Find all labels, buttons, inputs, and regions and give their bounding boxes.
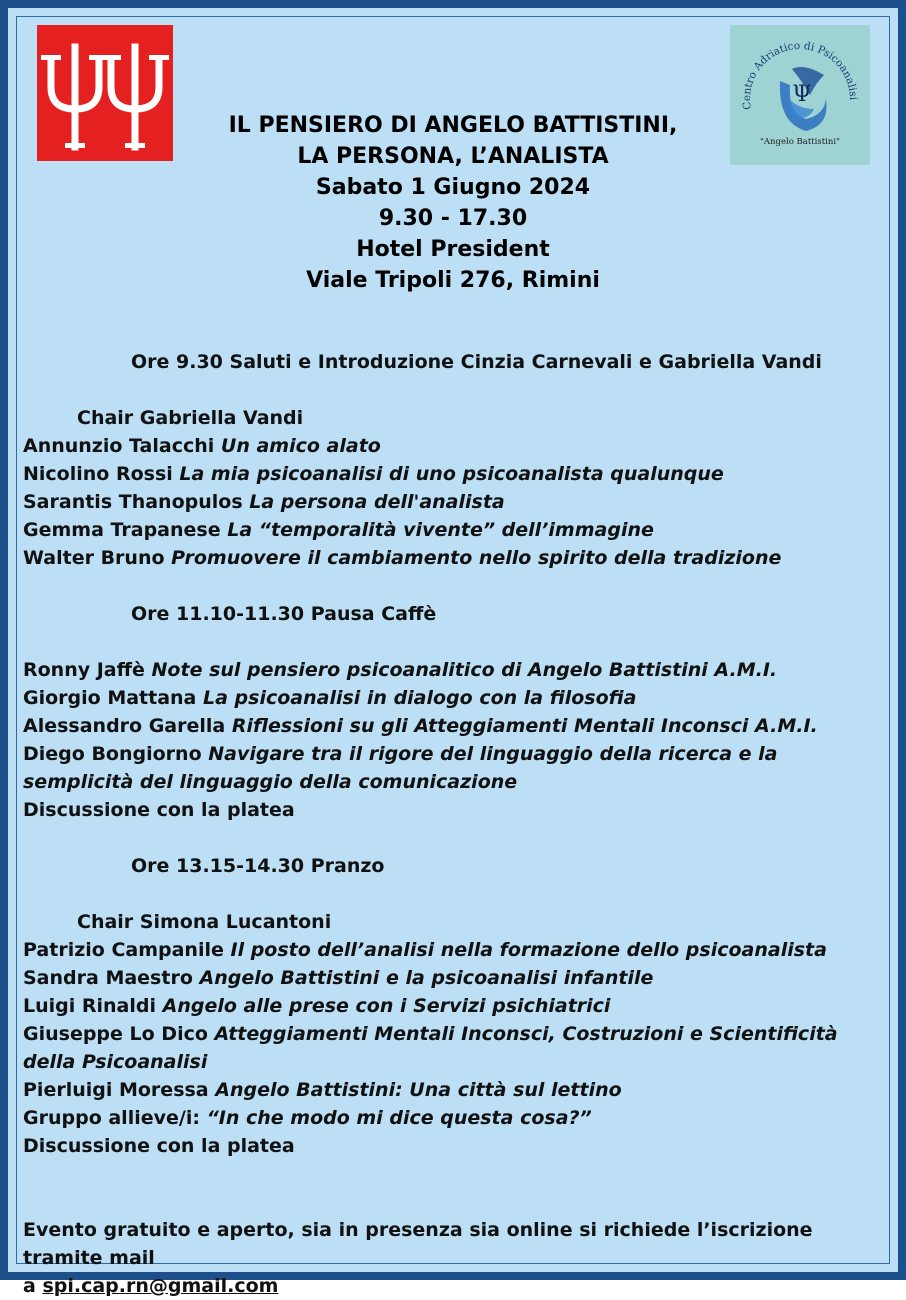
double-psi-icon xyxy=(37,25,173,161)
spi-logo xyxy=(37,25,173,161)
talk: Walter Bruno Promuovere il cambiamento nello spirito della tradizione xyxy=(23,547,782,569)
event-address: Viale Tripoli 276, Rimini xyxy=(306,268,600,293)
psi-symbol: Ψ xyxy=(792,82,812,107)
talk: Annunzio Talacchi Un amico alato xyxy=(23,435,381,457)
coffee-break: Ore 11.10-11.30 Pausa Caffè xyxy=(131,603,437,625)
talk: Diego Bongiorno Navigare tra il rigore del linguaggio della ricerca e la semplicità del linguaggio della comunicazione xyxy=(23,743,778,793)
opening-slot: Ore 9.30 Saluti e Introduzione Cinzia Carnevali e Gabriella Vandi xyxy=(131,351,822,373)
talk: Nicolino Rossi La mia psicoanalisi di uno psicoanalista qualunque xyxy=(23,463,724,485)
registration-email-line: a spi.cap.rn@gmail.com xyxy=(23,1275,279,1297)
psi-circle-icon xyxy=(730,25,870,165)
talk: Sarantis Thanopulos La persona dell'analista xyxy=(23,491,505,513)
talk: Gruppo allieve/i: “In che modo mi dice questa cosa?” xyxy=(23,1107,592,1129)
lunch-break: Ore 13.15-14.30 Pranzo xyxy=(131,855,385,877)
logo-caption: "Angelo Battistini" xyxy=(760,137,840,147)
session2-discussion: Discussione con la platea xyxy=(23,799,295,821)
session3-discussion: Discussione con la platea xyxy=(23,1135,295,1157)
event-title-line-1: IL PENSIERO DI ANGELO BATTISTINI, xyxy=(228,113,678,138)
ring-text: Centro Adriatico di Psicoanalisi xyxy=(740,39,860,111)
session3-chair: Chair Simona Lucantoni xyxy=(77,911,332,933)
event-date: Sabato 1 Giugno 2024 xyxy=(315,175,591,200)
talk: Patrizio Campanile Il posto dell’analisi nella formazione dello psicoanalista xyxy=(23,939,827,961)
centro-adriatico-logo xyxy=(730,25,870,165)
event-venue: Hotel President xyxy=(356,237,550,262)
talk: Giorgio Mattana La psicoanalisi in dialogo con la filosofia xyxy=(23,687,637,709)
talk: Pierluigi Moressa Angelo Battistini: Una città sul lettino xyxy=(23,1079,622,1101)
talk: Giuseppe Lo Dico Atteggiamenti Mentali Inconsci, Costruzioni e Scientificità della Psicoanalisi xyxy=(23,1023,838,1073)
event-title-line-2: LA PERSONA, L’ANALISTA xyxy=(297,144,609,169)
event-time: 9.30 - 17.30 xyxy=(378,206,528,231)
talk: Alessandro Garella Riflessioni su gli Atteggiamenti Mentali Inconsci A.M.I. xyxy=(23,715,818,737)
talk: Luigi Rinaldi Angelo alle prese con i Servizi psichiatrici xyxy=(23,995,611,1017)
program xyxy=(23,348,893,1300)
session1-chair: Chair Gabriella Vandi xyxy=(77,407,304,429)
psi-emblem xyxy=(780,67,827,131)
talk: Ronny Jaffè Note sul pensiero psicoanalitico di Angelo Battistini A.M.I. xyxy=(23,659,778,681)
talk: Sandra Maestro Angelo Battistini e la psicoanalisi infantile xyxy=(23,967,654,989)
event-header xyxy=(180,110,726,296)
registration-note: Evento gratuito e aperto, sia in presenza sia online si richiede l’iscrizione tramite mail xyxy=(23,1219,813,1269)
talk: Gemma Trapanese La “temporalità vivente” dell’immagine xyxy=(23,519,654,541)
email-link[interactable]: spi.cap.rn@gmail.com xyxy=(42,1275,279,1297)
